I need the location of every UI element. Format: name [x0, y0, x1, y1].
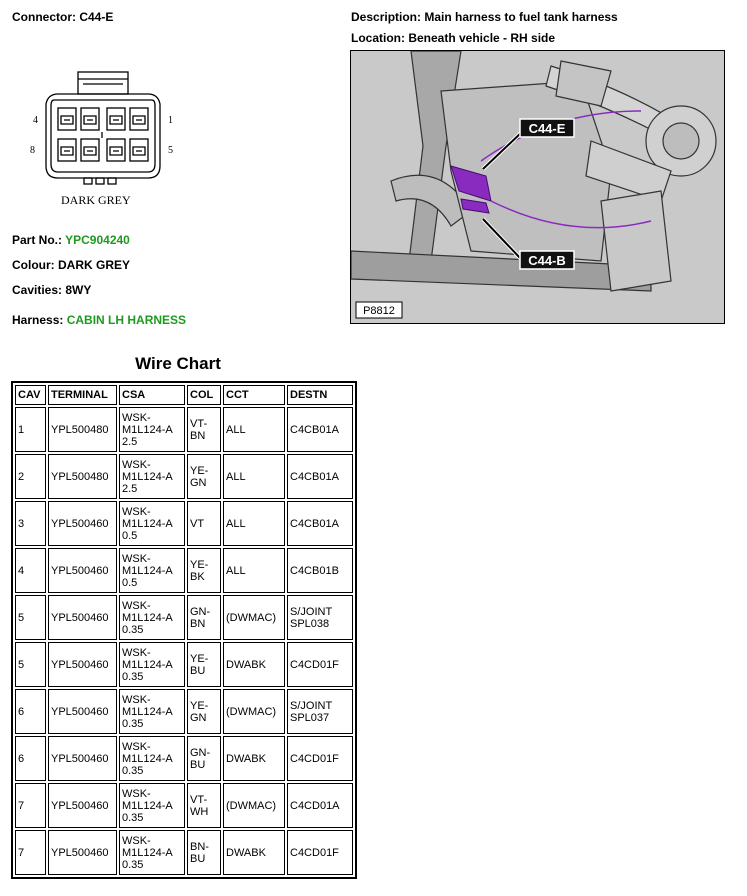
- table-cell: C4CB01A: [287, 501, 353, 546]
- table-cell: C4CB01B: [287, 548, 353, 593]
- table-cell: (DWMAC): [223, 783, 285, 828]
- table-cell: VT- WH: [187, 783, 221, 828]
- table-cell: 5: [15, 595, 46, 640]
- table-cell: 3: [15, 501, 46, 546]
- pin-label: 8: [30, 145, 35, 156]
- table-cell: YPL500460: [48, 595, 117, 640]
- table-cell: BN- BU: [187, 830, 221, 875]
- callout-c44b: C44-B: [528, 253, 566, 268]
- table-row: [15, 454, 353, 499]
- table-cell: WSK- M1L124-A 0.35: [119, 689, 185, 734]
- table-cell: DWABK: [223, 736, 285, 781]
- callout-c44e: C44-E: [528, 121, 566, 136]
- pin-label: 4: [33, 115, 38, 126]
- table-row: [15, 689, 353, 734]
- table-cell: ALL: [223, 407, 285, 452]
- table-row: [15, 407, 353, 452]
- connector-colour-caption: DARK GREY: [61, 193, 131, 207]
- table-cell: WSK- M1L124-A 0.35: [119, 642, 185, 687]
- table-cell: YE- GN: [187, 689, 221, 734]
- table-cell: YPL500460: [48, 736, 117, 781]
- table-cell: WSK- M1L124-A 2.5: [119, 454, 185, 499]
- table-cell: (DWMAC): [223, 595, 285, 640]
- table-cell: 4: [15, 548, 46, 593]
- table-cell: C4CD01F: [287, 642, 353, 687]
- table-cell: WSK- M1L124-A 0.5: [119, 548, 185, 593]
- table-cell: YPL500460: [48, 548, 117, 593]
- column-header: CAV: [15, 385, 46, 405]
- connector-face-diagram: [28, 66, 188, 211]
- column-header: COL: [187, 385, 221, 405]
- table-cell: WSK- M1L124-A 0.35: [119, 595, 185, 640]
- table-cell: DWABK: [223, 642, 285, 687]
- photo-reference: P8812: [363, 305, 395, 317]
- table-cell: WSK- M1L124-A 0.35: [119, 783, 185, 828]
- table-cell: WSK- M1L124-A 0.35: [119, 830, 185, 875]
- description: Description: Main harness to fuel tank harness: [351, 10, 618, 24]
- table-cell: C4CD01F: [287, 736, 353, 781]
- table-cell: VT- BN: [187, 407, 221, 452]
- colour: Colour: DARK GREY: [12, 258, 130, 272]
- pin-label: 5: [168, 145, 173, 156]
- harness-link[interactable]: CABIN LH HARNESS: [66, 313, 187, 327]
- wire-chart-title: Wire Chart: [135, 354, 221, 373]
- table-row: [15, 501, 353, 546]
- column-header: CCT: [223, 385, 285, 405]
- table-cell: VT: [187, 501, 221, 546]
- part-number-link[interactable]: YPC904240: [65, 233, 130, 247]
- table-cell: WSK- M1L124-A 0.35: [119, 736, 185, 781]
- location: Location: Beneath vehicle - RH side: [351, 31, 556, 45]
- table-row: [15, 783, 353, 828]
- table-cell: YPL500460: [48, 689, 117, 734]
- table-row: [15, 595, 353, 640]
- table-cell: 5: [15, 642, 46, 687]
- table-cell: WSK- M1L124-A 0.5: [119, 501, 185, 546]
- connector-title: Connector: C44-E: [12, 10, 114, 24]
- table-cell: ALL: [223, 454, 285, 499]
- table-cell: YPL500480: [48, 454, 117, 499]
- table-cell: (DWMAC): [223, 689, 285, 734]
- table-cell: DWABK: [223, 830, 285, 875]
- wire-chart-table: [11, 381, 357, 879]
- table-cell: ALL: [223, 548, 285, 593]
- table-cell: 7: [15, 783, 46, 828]
- table-cell: 1: [15, 407, 46, 452]
- table-row: [15, 736, 353, 781]
- cavities: Cavities: 8WY: [12, 283, 92, 297]
- pin-label: 1: [168, 115, 173, 126]
- table-cell: C4CD01A: [287, 783, 353, 828]
- table-cell: 7: [15, 830, 46, 875]
- table-header-row: [15, 385, 353, 405]
- table-cell: WSK- M1L124-A 2.5: [119, 407, 185, 452]
- table-cell: YPL500460: [48, 501, 117, 546]
- table-cell: YPL500460: [48, 783, 117, 828]
- table-cell: 2: [15, 454, 46, 499]
- table-cell: C4CB01A: [287, 454, 353, 499]
- column-header: CSA: [119, 385, 185, 405]
- column-header: DESTN: [287, 385, 353, 405]
- table-cell: YE- BK: [187, 548, 221, 593]
- table-cell: YE- GN: [187, 454, 221, 499]
- location-illustration: [350, 50, 725, 324]
- column-header: TERMINAL: [48, 385, 117, 405]
- table-cell: GN- BN: [187, 595, 221, 640]
- table-cell: 6: [15, 689, 46, 734]
- table-cell: YPL500460: [48, 830, 117, 875]
- table-cell: C4CD01F: [287, 830, 353, 875]
- table-row: [15, 642, 353, 687]
- table-cell: YPL500460: [48, 642, 117, 687]
- table-cell: S/JOINT SPL037: [287, 689, 353, 734]
- table-row: [15, 548, 353, 593]
- table-row: [15, 830, 353, 875]
- table-cell: ALL: [223, 501, 285, 546]
- table-cell: C4CB01A: [287, 407, 353, 452]
- table-cell: S/JOINT SPL038: [287, 595, 353, 640]
- table-cell: GN- BU: [187, 736, 221, 781]
- table-cell: YPL500480: [48, 407, 117, 452]
- harness: Harness: CABIN LH HARNESS: [12, 313, 187, 327]
- part-number: Part No.: YPC904240: [12, 233, 130, 247]
- table-cell: YE- BU: [187, 642, 221, 687]
- table-cell: 6: [15, 736, 46, 781]
